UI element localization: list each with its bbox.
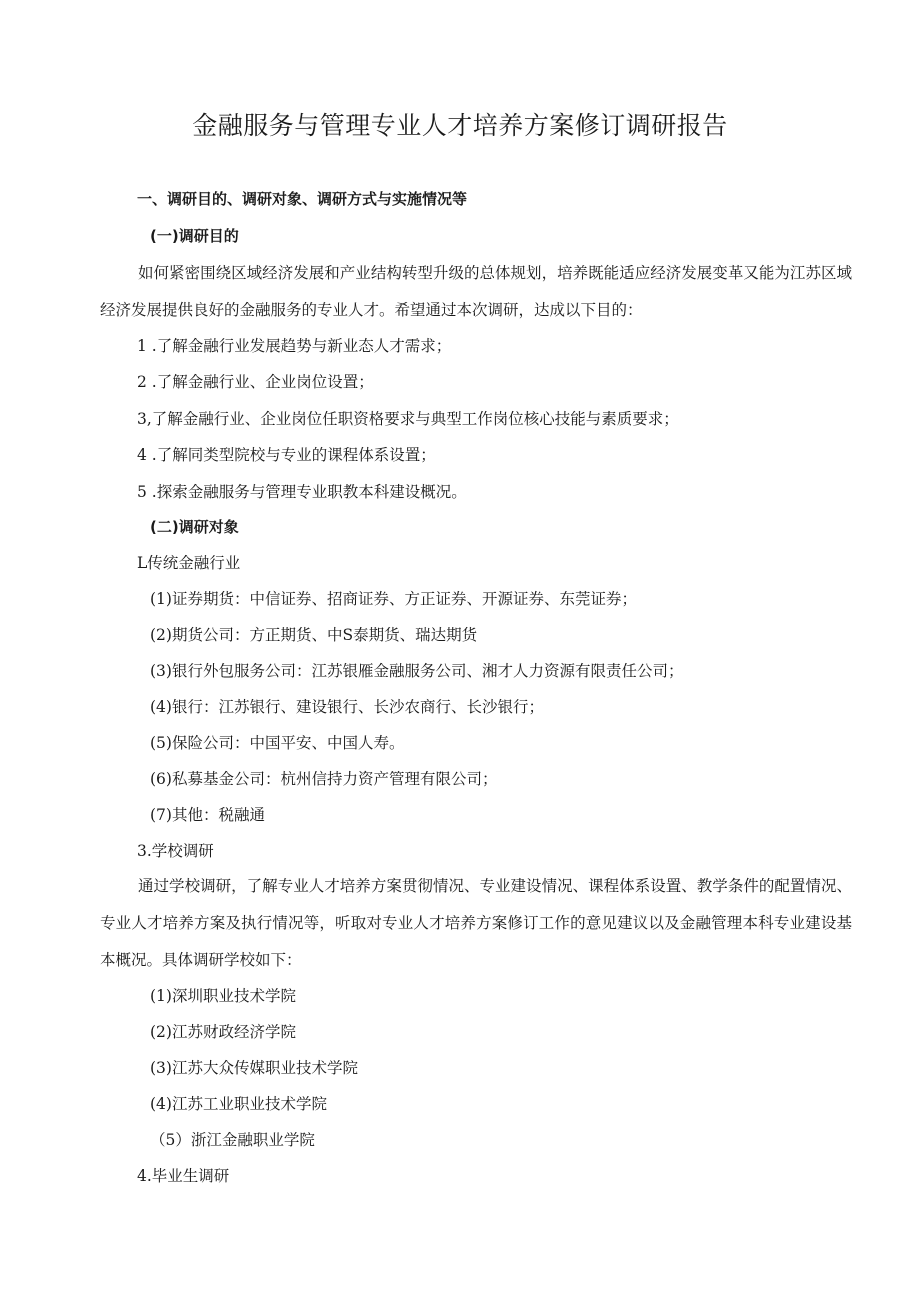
school-item-4: (4)江苏工业职业技术学院 (150, 1095, 327, 1113)
subsection-heading-purpose: (一)调研目的 (150, 227, 239, 245)
document-title: 金融服务与管理专业人才培养方案修订调研报告 (192, 111, 728, 140)
industry-item-4: (4)银行：江苏银行、建设银行、长沙农商行、长沙银行； (150, 698, 544, 716)
subsection-heading-targets: (二)调研对象 (150, 518, 239, 536)
purpose-item-4: 4 .了解同类型院校与专业的课程体系设置； (137, 446, 436, 464)
purpose-item-3: 3,了解金融行业、企业岗位任职资格要求与典型工作岗位核心技能与素质要求； (137, 410, 679, 428)
school-item-5: （5）浙江金融职业学院 (150, 1131, 315, 1149)
purpose-item-5: 5 .探索金融服务与管理专业职教本科建设概况。 (137, 483, 467, 501)
purpose-item-1: 1 .了解金融行业发展趋势与新业态人才需求； (137, 337, 452, 355)
industry-item-5: (5)保险公司：中国平安、中国人寿。 (150, 734, 405, 752)
school-item-1: (1)深圳职业技术学院 (150, 987, 296, 1005)
industry-item-6: (6)私募基金公司：杭州信持力资产管理有限公司； (150, 770, 498, 788)
industry-item-1: (1)证券期货：中信证券、招商证券、方正证券、开源证券、东莞证券； (150, 590, 637, 608)
school-item-3: (3)江苏大众传媒职业技术学院 (150, 1059, 358, 1077)
industry-item-3: (3)银行外包服务公司：江苏银雁金融服务公司、湘才人力资源有限责任公司； (150, 662, 684, 680)
section-heading-1: 一、调研目的、调研对象、调研方式与实施情况等 (137, 190, 468, 208)
school-survey-paragraph: 通过学校调研，了解专业人才培养方案贯彻情况、专业建设情况、课程体系设置、教学条件的配置情况、专业人才培养方案及执行情况等，听取对专业人才培养方案修订工作的意见建议以及金融管理本科专业建设基本概况。具体调研学校如下： (100, 877, 852, 969)
graduate-survey-heading: 4.毕业生调研 (137, 1167, 230, 1185)
industry-item-7: (7)其他：税融通 (150, 806, 265, 824)
industry-item-2: (2)期货公司：方正期货、中S泰期货、瑞达期货 (150, 626, 478, 644)
purpose-item-2: 2 .了解金融行业、企业岗位设置； (137, 373, 374, 391)
intro-paragraph: 如何紧密围绕区域经济发展和产业结构转型升级的总体规划，培养既能适应经济发展变革又能为江苏区域经济发展提供良好的金融服务的专业人才。希望通过本次调研，达成以下目的： (100, 264, 852, 319)
school-survey-heading: 3.学校调研 (137, 842, 214, 860)
school-item-2: (2)江苏财政经济学院 (150, 1023, 296, 1041)
industry-heading: L传统金融行业 (137, 554, 241, 572)
